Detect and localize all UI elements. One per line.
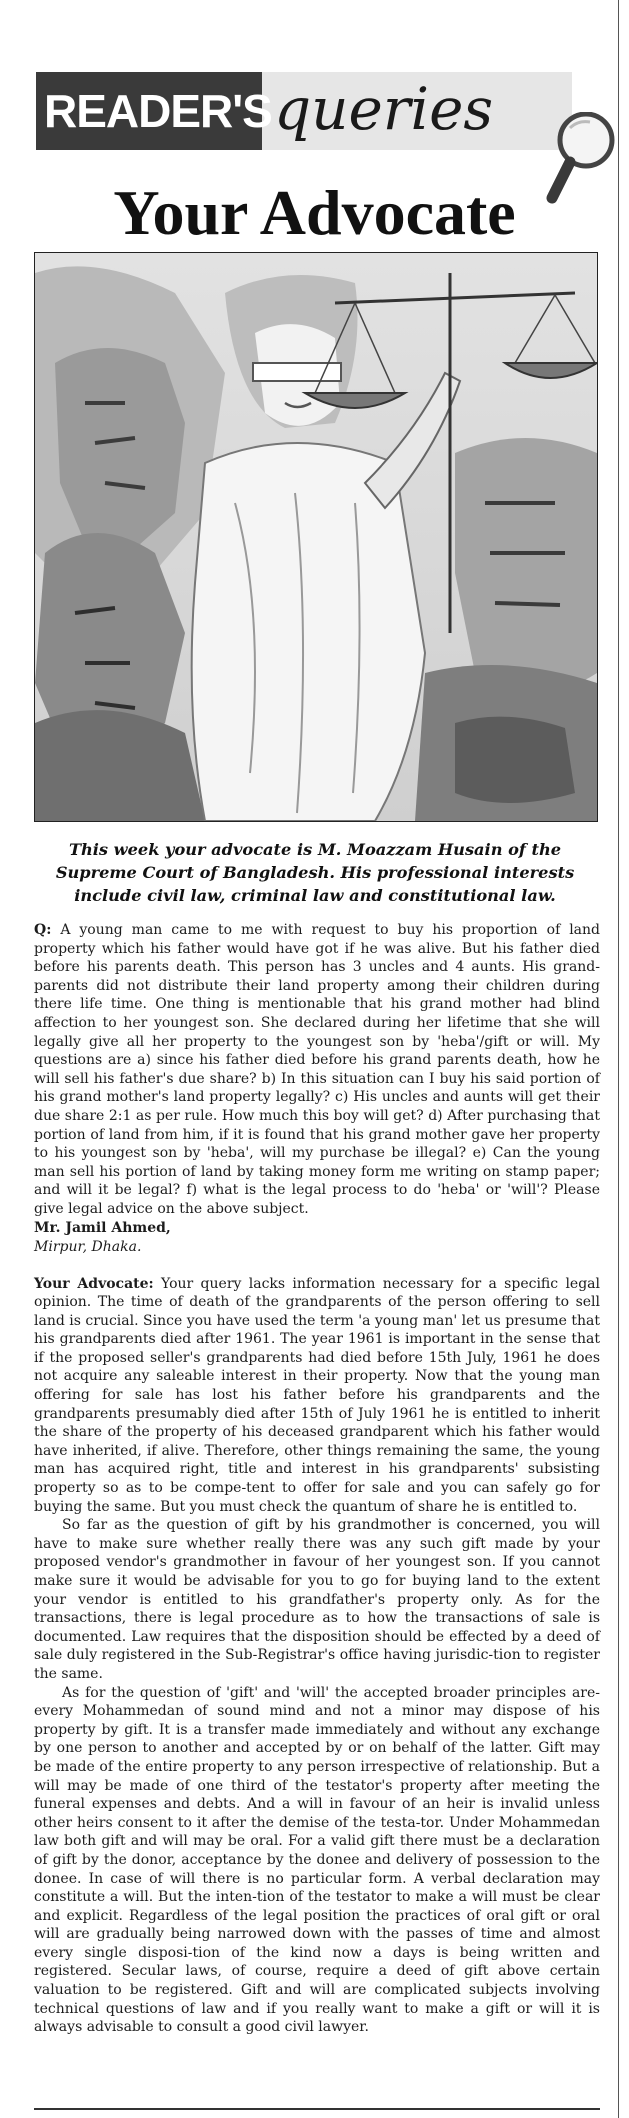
article-body [34, 921, 600, 2037]
question-author: Mr. Jamil Ahmed, [34, 1219, 171, 1236]
answer-label: Your Advocate: [34, 1275, 154, 1292]
section-script: queries [274, 75, 494, 143]
answer-paragraph-2: So far as the question of gift by his grandmother is concerned, you will have to make sure whether really there was any such gift made by your proposed vendor's grandmother in favour of her youngest son. If you cannot make sure it would be advisable for you to go for buying land to the extent your vendor is entitled to his grandfather's property only. As for the transactions, there is legal procedure as to how the transactions of sale is documented. Law requires that the disposition should be effected by a deed of sale duly registered in the Sub-Registrar's office having jurisdic-tion to register the same. [34, 1517, 600, 1682]
intro-text: This week your advocate is M. Moazzam Husain of the Supreme Court of Bangladesh. His professional interests include civil law, criminal law and constitutional law. [55, 840, 575, 905]
lady-justice-illustration [34, 252, 598, 822]
question-label: Q: [34, 922, 52, 938]
bottom-rule [34, 2108, 600, 2110]
illustration-drawing [35, 253, 597, 821]
answer-paragraph-1 [34, 1275, 600, 1517]
question-text: A young man came to me with request to buy his proportion of land property which his father would have got if he was alive. But his father died before his parents death. This person has 3 uncles and 4 aunts. His grand-parents did not distribute their land property among their children during there life time. One thing is mentionable that his grand mother had blind affection to her youngest son. She declared during her lifetime that she will legally give all her property to the youngest son by 'heba'/gift or will. My questions are a) since his father died before his grand parents death, how he will sell his father's due share? b) In this situation can I buy his said portion of his grand mother's land property legally? c) His uncles and aunts will get their due share 2:1 as per rule. How much this boy will get? d) After purchasing that portion of land from him, if it is found that his grand mother gave her property to his youngest son by 'heba', will my purchase be illegal? e) Can the young man sell his portion of land by taking money form me writing on stamp paper; and will it be legal? f) what is the legal process to do 'heba' or 'will'? Please give legal advice on the above subject. [34, 922, 601, 1217]
page-title: Your Advocate [113, 177, 516, 248]
answer-paragraph-1-text: Your query lacks information necessary for a specific legal opinion. The time of death of the grandparents of the person offering to sell land is crucial. Since you have used the term 'a young man' let us presume that his grandparents died after 1961. The year 1961 is important in the sense that if the proposed seller's grandparents had died before 15th July, 1961 he does not acquire any saleable interest in their property. Now that the young man offering for sale has lost his father before his grandparents and the grandparents presumably died after 15th of July 1961 he is entitled to inherit the share of the property of his deceased grandparent which his father would have inherited, if alive. Therefore, other things remaining the same, the young man has acquired right, title and interest in his grandparents' subsisting property so as to be compe-tent to offer for sale and you can safely go for buying the same. But you must check the quantum of share he is entitled to. [34, 1275, 600, 1515]
column-rule [618, 0, 619, 2118]
question-location: Mirpur, Dhaka. [34, 1238, 142, 1255]
section-banner [36, 72, 596, 150]
answer-paragraph-3: As for the question of 'gift' and 'will' the accepted broader principles are- every Mohammedan of sound mind and not a minor may dispose of his property by gift. It is a transfer made immediately and without any exchange by one person to another and accepted by or on behalf of the latter. Gift may be made of the entire property to any person irrespective of relationship. But a will may be made of one third of the testator's property after meeting the funeral expenses and debts. And a will in favour of an heir is invalid unless other heirs consent to it after the demise of the testa-tor. Under Mohammedan law both gift and will may be oral. For a valid gift there must be a declaration of gift by the donor, acceptance by the donee and delivery of possession to the donee. In case of will there is no particular form. A verbal declaration may constitute a will. But the inten-tion of the testator to make a will must be clear and explicit. Regardless of the legal position the practices of oral gift or oral will are gradually being narrowed down with the passes of time and almost every single disposi-tion of the kind now a days is being written and registered. Secular laws, of course, require a deed of gift above certain valuation to be registered. Gift and will are complicated subjects involving technical questions of law and if you really want to make a gift or will it is always advisable to consult a good civil lawyer. [34, 1684, 600, 2036]
section-label: READER'S [44, 85, 272, 137]
question-paragraph [34, 921, 600, 1219]
